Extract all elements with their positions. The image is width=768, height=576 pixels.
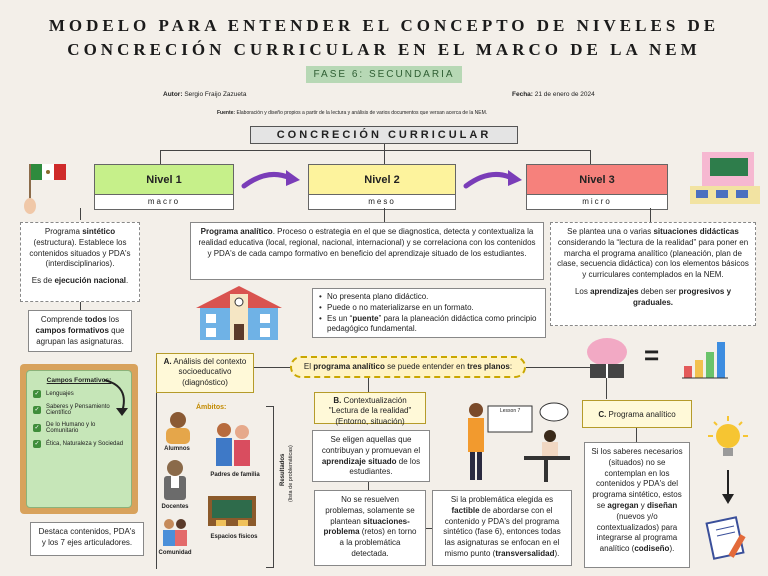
- author-line: Autor: Sergio Fraijo Zazueta: [163, 91, 247, 98]
- check-icon: ✓: [34, 391, 40, 397]
- level-3-scale: micro: [527, 195, 667, 209]
- people-label: Alumnos: [164, 446, 190, 452]
- growth-chart-icon: [680, 336, 730, 380]
- arrow-down-icon: [720, 470, 736, 506]
- level-1-box: [94, 164, 234, 210]
- level-3-box: [526, 164, 668, 210]
- n2-no-resuelven: No se resuelven problemas, solamente se plantean situaciones-problema (retos) en torno a la problemática detectada.: [314, 490, 426, 566]
- brain-reading-icon: [582, 336, 632, 380]
- results-sublabel: (lista de problemáticas): [288, 445, 294, 502]
- bullet-item: • Puede o no materializarse en un formato.: [319, 303, 539, 314]
- ambitos-label: Ámbitos:: [196, 404, 227, 411]
- n2-bullets: [312, 288, 546, 338]
- campos-item: ✓ Ética, Naturaleza y Sociedad: [34, 441, 124, 447]
- arrow-right-icon: [240, 166, 302, 192]
- parents-icon: [210, 420, 256, 468]
- people-label: Docentes: [161, 504, 189, 510]
- document-icon: [704, 514, 754, 560]
- plane-b: B. Contextualización "Lectura de la realidad" (Entorno, situación): [314, 392, 426, 424]
- equals-sign: =: [644, 340, 660, 370]
- n1-description: Programa sintético (estructura). Establece los contenidos situados y PDA's (interdisciplinarios). Es de ejecución nacional.: [20, 222, 140, 302]
- people-label: Padres de familia: [210, 472, 260, 478]
- check-icon: ✓: [34, 425, 40, 431]
- source-line: Fuente: Elaboración y diseño propios a partir de la lectura y análisis de varios documentos que versan acerca de la NEM.: [217, 110, 488, 116]
- results-label: Resultados: [280, 453, 286, 486]
- level-2-scale: meso: [309, 195, 455, 209]
- bullet-item: • No presenta plano didáctico.: [319, 292, 539, 303]
- teacher-icon: [160, 458, 190, 502]
- curved-arrow-icon: [100, 376, 134, 418]
- n1-bottom: Destaca contenidos, PDA's y los 7 ejes articuladores.: [30, 522, 144, 556]
- results-bracket: [266, 406, 274, 568]
- title-line-1: MODELO PARA ENTENDER EL CONCEPTO DE NIVELES DE: [48, 16, 720, 35]
- n2-factible: Si la problemática elegida es factible de abordarse con el contenido y PDA's del programa sintético (fase 6), entonces todas las asignaturas se enfocan en el mismo punto (transversalidad).: [432, 490, 572, 566]
- n2-elegir: Se eligen aquellas que contribuyan y promuevan el aprendizaje situado de los estudiantes.: [312, 430, 430, 482]
- level-1-name: Nivel 1: [95, 165, 233, 195]
- teacher-class-icon: [462, 400, 582, 484]
- plane-c: C. Programa analítico: [582, 400, 692, 428]
- people-label: Comunidad: [158, 550, 192, 556]
- campos-card-title: Campos Formativos:: [46, 377, 112, 384]
- n1-campos: Comprende todos los campos formativos que agrupan las asignaturas.: [28, 310, 132, 352]
- plane-a: A. Análisis del contexto socioeducativo (diagnóstico): [156, 353, 254, 393]
- mexico-flag-icon: [20, 160, 70, 220]
- campos-item: ✓ De lo Humano y lo Comunitario: [34, 422, 96, 434]
- n2-saberes: Si los saberes necesarios (situados) no se contemplan en los contenidos y PDA's del programa sintético, estos se agregan y diseñan (nuevos y/o contextualizados) para integrarse al programa analítico (codiseño).: [584, 442, 690, 568]
- section-title: CONCRECIÓN CURRICULAR: [250, 126, 518, 144]
- people-label: Espacios físicos: [210, 534, 258, 540]
- student-icon: [162, 410, 194, 444]
- planes-pill: El programa analítico se puede entender en tres planos:: [290, 356, 526, 378]
- lightbulb-icon: [704, 416, 752, 464]
- level-2-box: [308, 164, 456, 210]
- community-icon: [160, 516, 190, 548]
- level-1-scale: macro: [95, 195, 233, 209]
- lesson-bubble: Lesson 7: [500, 408, 521, 414]
- classroom-icon: [688, 150, 762, 208]
- level-3-name: Nivel 3: [527, 165, 667, 195]
- title-line-2: CONCRECIÓN CURRICULAR EN EL MARCO DE LA NEM: [67, 40, 701, 59]
- phase-label: FASE 6: SECUNDARIA: [306, 66, 462, 83]
- check-icon: ✓: [34, 407, 40, 413]
- campos-item: ✓ Saberes y Pensamiento Científico: [34, 404, 110, 416]
- n3-description: Se plantea una o varias situaciones didácticas considerando la “lectura de la realidad” para poner en marcha el programa analítico (planeación, plan de clase, secuencia didáctica) con los elementos básicos y curriculares contemplados en la NEM. Los aprendizajes deben ser progresivos y graduales.: [550, 222, 756, 326]
- level-2-name: Nivel 2: [309, 165, 455, 195]
- n2-main: Programa analítico. Proceso o estrategia en el que se diagnostica, detecta y contextualiza la realidad educativa (local, regional, nacional, internacional) y se correlaciona con los contenidos y PDA's de cada campo formativo en beneficio del aprendizaje situado de los estudiantes.: [190, 222, 544, 280]
- school-icon: [196, 282, 282, 342]
- arrow-right-icon: [462, 166, 524, 192]
- date-line: Fecha: 21 de enero de 2024: [512, 91, 595, 98]
- check-icon: ✓: [34, 441, 40, 447]
- campos-item: ✓ Lenguajes: [34, 391, 74, 397]
- physical-spaces-icon: [206, 494, 258, 530]
- bullet-item: • Es un “puente” para la planeación didáctica como principio pedagógico fundamental.: [319, 314, 539, 336]
